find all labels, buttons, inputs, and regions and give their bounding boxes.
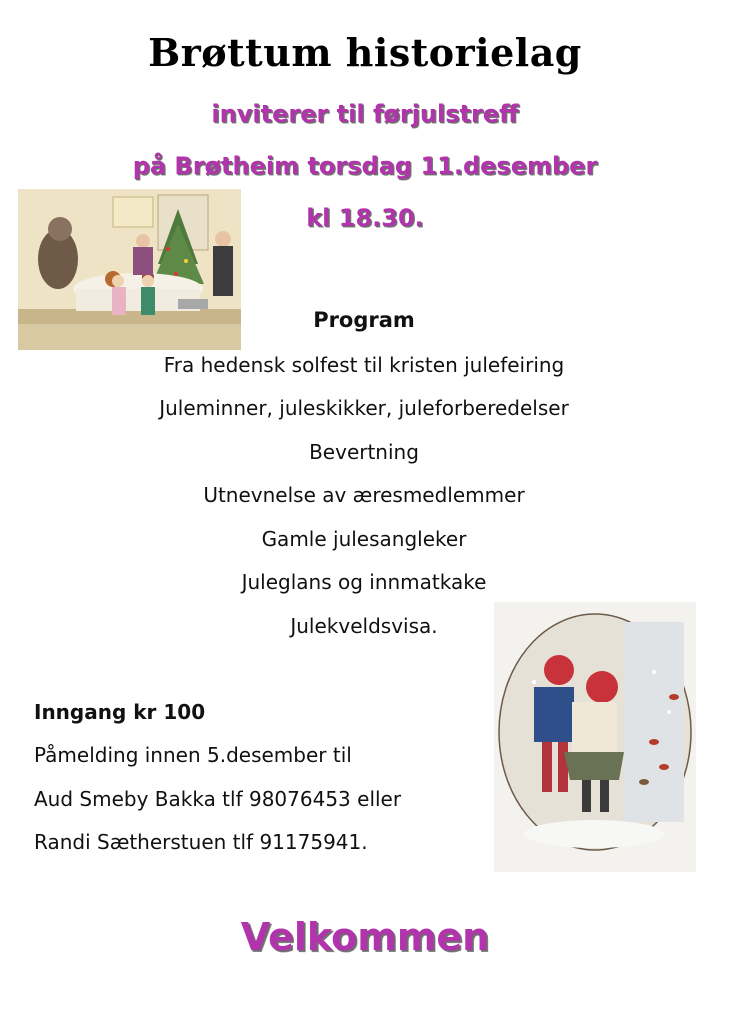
children-snow-illustration — [494, 602, 696, 872]
invite-line-1: inviterer til førjulstreff — [211, 100, 519, 128]
program-item: Julekveldsvisa. — [290, 614, 438, 638]
program-item: Bevertning — [309, 440, 419, 464]
program-item: Fra hedensk solfest til kristen julefeiring — [163, 353, 565, 377]
entrance-fee: Inngang kr 100 — [34, 700, 206, 724]
invite-line-3: kl 18.30. — [306, 204, 424, 232]
christmas-party-illustration — [18, 189, 241, 350]
page-title: Brøttum historielag — [148, 30, 582, 75]
welcome-text: Velkommen — [240, 915, 490, 959]
contact-2: Randi Sætherstuen tlf 91175941. — [34, 830, 368, 854]
program-item: Juleglans og innmatkake — [241, 570, 487, 594]
program-item: Utnevnelse av æresmedlemmer — [203, 483, 525, 507]
contact-1: Aud Smeby Bakka tlf 98076453 eller — [34, 787, 402, 811]
signup-text: Påmelding innen 5.desember til — [34, 743, 352, 767]
invite-line-2: på Brøtheim torsdag 11.desember — [132, 152, 598, 180]
program-item: Juleminner, juleskikker, juleforberedelser — [159, 396, 569, 420]
program-heading: Program — [313, 308, 415, 332]
program-item: Gamle julesangleker — [261, 527, 467, 551]
